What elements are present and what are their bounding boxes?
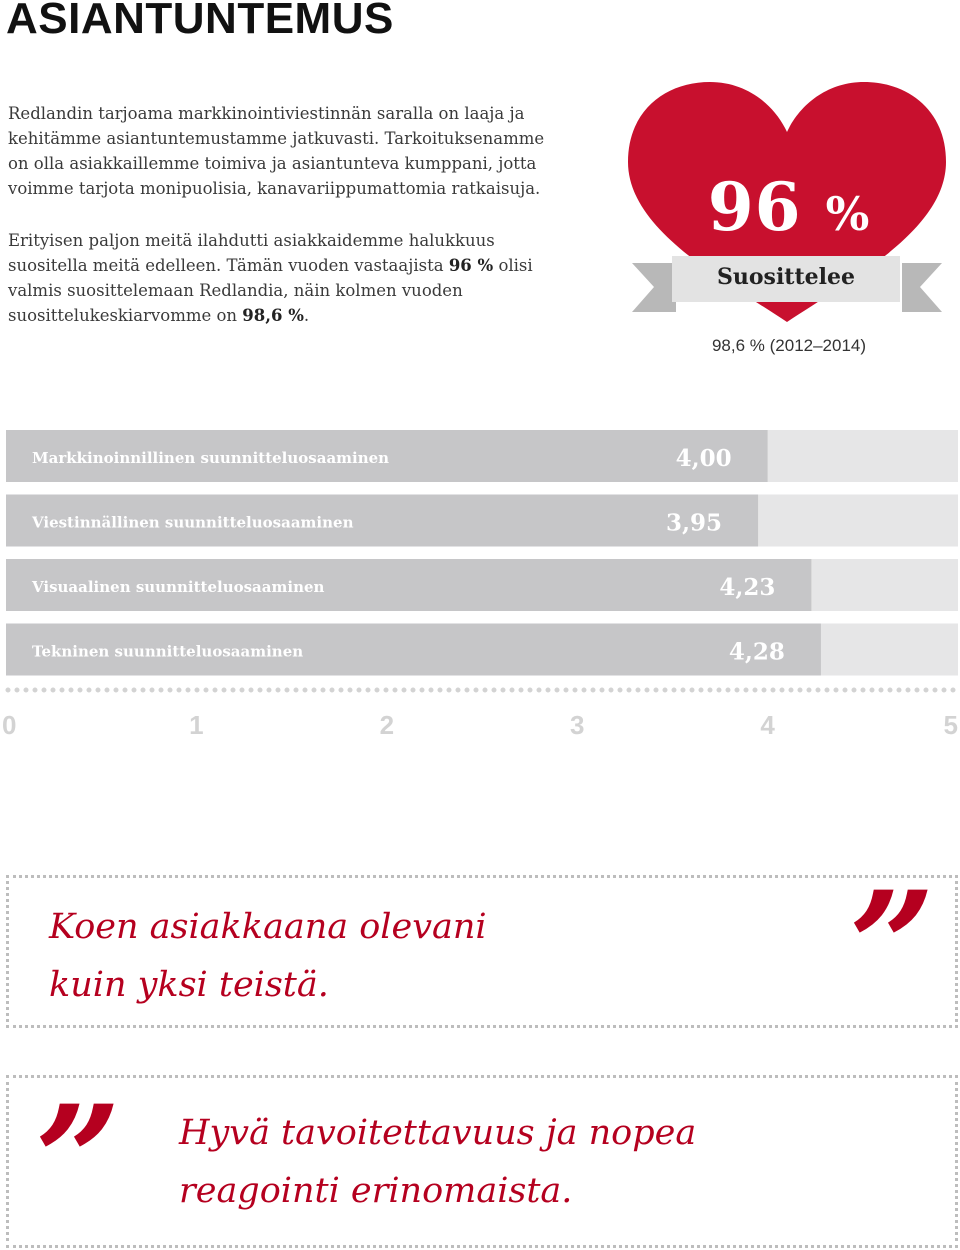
quote-box-1 [6,859,958,1035]
quote-1-line-2: kuin yksi teistä. [49,965,329,1005]
bar-category-label: Markkinoinnillinen suunnitteluosaaminen [32,449,390,467]
quote-2-line-2: reagointi erinomaista. [179,1171,573,1211]
quote-2-line-1: Hyvä tavoitettavuus ja nopea [179,1113,697,1153]
bar-value-label: 3,95 [666,509,723,537]
recommend-unit: % [825,187,871,241]
bar-value-label: 4,28 [728,638,785,666]
axis-tick-label: 5 [943,710,958,740]
quote-mark-icon: ” [849,859,936,1035]
page-title: ASIANTUNTEMUS [6,0,394,43]
competence-bar-chart [0,420,960,750]
bar-category-label: Tekninen suunnitteluosaaminen [32,642,304,661]
axis-tick-label: 1 [189,710,204,740]
axis-tick-label: 0 [2,710,17,740]
recommend-percentage [624,168,954,246]
quote-1-line-1: Koen asiakkaana olevani [49,907,487,947]
bar-value-label: 4,00 [675,445,732,472]
bar-category-label: Viestinnällinen suunnitteluosaaminen [32,513,354,532]
axis-tick-label: 2 [379,710,395,740]
ribbon-left-tail [632,263,676,312]
quote-2-text [179,1104,696,1220]
quote-box-2 [6,1075,958,1248]
recommend-heart-badge [624,80,954,330]
intro-highlight-avg: 98,6 % [242,306,304,325]
intro-paragraph-1: Redlandin tarjoama markkinointiviestinnän saralla on laaja ja kehitämme asiantuntemustamme jatkuvasti. Tarkoituksenamme on olla asiakkaillemme toimiva ja asiantunteva kumppani, jotta voimme tarjota monipuolisia, kanavariippumattomia ratkaisuja. [8,104,545,198]
intro-text-e: . [303,306,310,325]
quote-mark-icon: ” [35,1073,122,1249]
intro-paragraph-2 [8,228,568,328]
intro-text-a: Erityisen paljon meitä ilahdutti asiakkaidemme halukkuus suositella meitä edelleen. Tämän vuoden vastaajista [8,231,495,275]
intro-highlight-96: 96 % [448,256,494,275]
axis-tick-label: 4 [760,710,775,740]
axis-tick-label: 3 [569,710,585,740]
bar-value-label: 4,23 [719,574,776,601]
recommend-value: 96 [707,168,802,246]
recommend-label: Suosittelee [717,264,855,290]
ribbon-right-tail [902,263,942,312]
bar-category-label: Visuaalinen suunnitteluosaaminen [32,578,325,596]
quote-1-text [49,898,487,1014]
recommend-average: 98,6 % (2012–2014) [711,336,867,355]
intro-text-c: olisi valmis suosittelemaan Redlandia, näin kolmen vuoden suosittelukeskiarvomme on [8,256,533,325]
